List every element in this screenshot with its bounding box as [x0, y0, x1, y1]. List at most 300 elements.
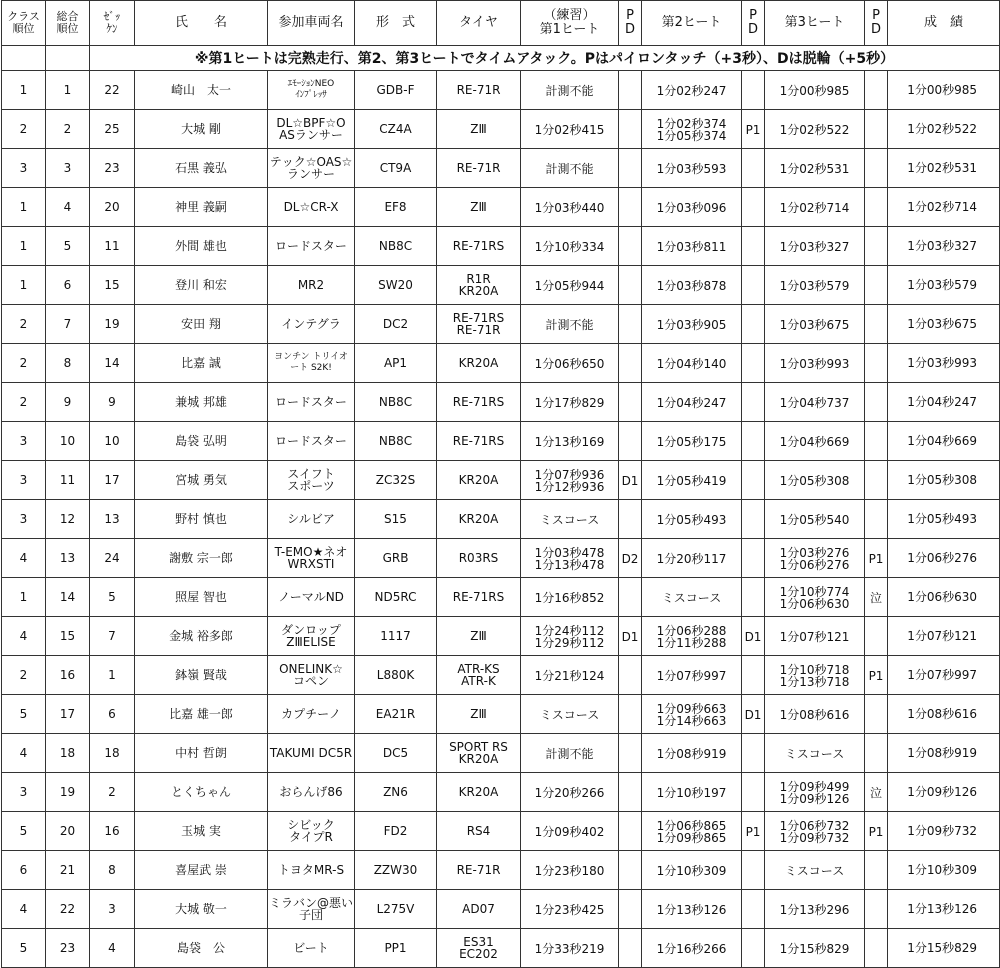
- model-cell: PP1: [355, 929, 437, 968]
- model-cell: GRB: [355, 539, 437, 578]
- car-cell-line: ヨンチン トリイオ: [274, 352, 348, 362]
- header-pd2: P D: [742, 1, 765, 46]
- pd3-cell: [865, 695, 888, 734]
- tire-cell-line: R03RS: [458, 551, 499, 565]
- class-rank-cell: 3: [2, 461, 46, 500]
- pd2-cell: [742, 500, 765, 539]
- heat3-cell-line: 1分08秒616: [779, 708, 850, 722]
- heat2-cell-line: 1分13秒126: [656, 903, 727, 917]
- heat1-cell: [521, 344, 619, 383]
- number-cell: 19: [90, 305, 135, 344]
- heat2-cell-line: 1分14秒663: [656, 714, 727, 728]
- name-cell: 中村 哲朗: [135, 734, 268, 773]
- heat3-cell: [765, 149, 865, 188]
- car-cell-line: トヨタMR-S: [277, 863, 345, 877]
- tire-cell: [437, 110, 521, 149]
- heat2-cell-line: 1分02秒374: [656, 117, 727, 131]
- table-row: [2, 461, 1000, 500]
- table-row: [2, 695, 1000, 734]
- heat1-cell-line: 1分20秒266: [534, 786, 605, 800]
- heat3-cell-line: 1分13秒718: [779, 675, 850, 689]
- pd3-cell: [865, 227, 888, 266]
- tire-cell-line: RE-71RS: [452, 395, 505, 409]
- pd2-cell: [742, 851, 765, 890]
- car-cell: [268, 890, 355, 929]
- car-cell: [268, 383, 355, 422]
- heat3-cell-line: 1分10秒718: [779, 663, 850, 677]
- class-rank-cell: 3: [2, 422, 46, 461]
- overall-rank-cell: 3: [46, 149, 90, 188]
- pd3-cell: [865, 890, 888, 929]
- table-row: [2, 383, 1000, 422]
- result-cell: 1分02秒531: [888, 149, 1000, 188]
- heat3-cell: [765, 110, 865, 149]
- tire-cell: [437, 890, 521, 929]
- heat1-cell-line: 1分29秒112: [534, 636, 605, 650]
- tire-cell-line: KR20A: [458, 785, 499, 799]
- result-cell: 1分13秒126: [888, 890, 1000, 929]
- table-row: [2, 851, 1000, 890]
- pd1-cell: [619, 734, 642, 773]
- table-row: [2, 812, 1000, 851]
- heat1-cell-line: 1分23秒180: [534, 864, 605, 878]
- header-heat1: （練習） 第1ヒート: [521, 1, 619, 46]
- tire-cell: [437, 695, 521, 734]
- heat2-cell-line: 1分16秒266: [656, 942, 727, 956]
- pd1-cell: [619, 695, 642, 734]
- result-cell: 1分07秒997: [888, 656, 1000, 695]
- pd1-cell: [619, 851, 642, 890]
- overall-rank-cell: 15: [46, 617, 90, 656]
- heat3-cell-line: ミスコース: [784, 864, 845, 878]
- heat2-cell: [642, 71, 742, 110]
- result-cell: 1分15秒829: [888, 929, 1000, 968]
- heat2-cell: [642, 734, 742, 773]
- heat1-cell: [521, 773, 619, 812]
- table-row: [2, 578, 1000, 617]
- number-cell: 10: [90, 422, 135, 461]
- name-cell: 外間 雄也: [135, 227, 268, 266]
- heat1-cell-line: ミスコース: [539, 513, 600, 527]
- overall-rank-cell: 13: [46, 539, 90, 578]
- heat3-cell: [765, 461, 865, 500]
- number-cell: 13: [90, 500, 135, 539]
- heat3-cell-line: 1分04秒669: [779, 435, 850, 449]
- heat3-cell-line: 1分13秒296: [779, 903, 850, 917]
- model-cell: CZ4A: [355, 110, 437, 149]
- pd2-cell: [742, 734, 765, 773]
- tire-cell: [437, 266, 521, 305]
- tire-cell-line: ES31: [463, 935, 494, 949]
- tire-cell-line: RE-71R: [456, 863, 501, 877]
- tire-cell-line: RE-71RS: [452, 311, 505, 325]
- class-rank-cell: 3: [2, 500, 46, 539]
- model-cell: NB8C: [355, 383, 437, 422]
- pd3-cell: [865, 734, 888, 773]
- model-cell: GDB-F: [355, 71, 437, 110]
- pd1-cell: [619, 773, 642, 812]
- model-cell: SW20: [355, 266, 437, 305]
- heat1-cell-line: 1分13秒169: [534, 435, 605, 449]
- table-row: [2, 305, 1000, 344]
- model-cell: ND5RC: [355, 578, 437, 617]
- number-cell: 9: [90, 383, 135, 422]
- pd3-cell: [865, 110, 888, 149]
- car-cell-line: テック☆OAS☆: [269, 155, 353, 169]
- number-cell: 23: [90, 149, 135, 188]
- heat2-cell-line: 1分10秒197: [656, 786, 727, 800]
- heat1-cell: [521, 305, 619, 344]
- pd2-cell: P1: [742, 812, 765, 851]
- heat1-cell-line: 1分12秒936: [534, 480, 605, 494]
- car-cell: [268, 71, 355, 110]
- heat1-cell-line: 計測不能: [545, 162, 594, 176]
- header-row: [2, 1, 1000, 46]
- table-row: [2, 617, 1000, 656]
- name-cell: 鉢嶺 賢哉: [135, 656, 268, 695]
- tire-cell-line: RE-71R: [456, 323, 501, 337]
- notice-text: ※第1ヒートは完熟走行、第2、第3ヒートでタイムアタック。Pはパイロンタッチ（+3秒）、Dは脱輪（+5秒）: [90, 46, 1000, 71]
- result-cell: 1分04秒669: [888, 422, 1000, 461]
- header-overall-rank: 総合 順位: [46, 1, 90, 46]
- tire-cell: [437, 227, 521, 266]
- heat3-cell: [765, 188, 865, 227]
- class-rank-cell: 3: [2, 773, 46, 812]
- car-cell-line: スイフト: [287, 467, 335, 481]
- heat2-cell-line: 1分03秒811: [656, 240, 727, 254]
- heat1-cell: [521, 734, 619, 773]
- class-rank-cell: 4: [2, 890, 46, 929]
- pd1-cell: [619, 929, 642, 968]
- heat1-cell: [521, 500, 619, 539]
- overall-rank-cell: 1: [46, 71, 90, 110]
- overall-rank-cell: 11: [46, 461, 90, 500]
- name-cell: 安田 翔: [135, 305, 268, 344]
- tire-cell: [437, 188, 521, 227]
- name-cell: 謝敷 宗一郎: [135, 539, 268, 578]
- heat1-cell-line: 1分10秒334: [534, 240, 605, 254]
- car-cell-line: ロードスター: [275, 395, 347, 409]
- car-cell: [268, 266, 355, 305]
- heat3-cell-line: 1分05秒540: [779, 513, 850, 527]
- heat2-cell-line: 1分02秒247: [656, 84, 727, 98]
- table-row: [2, 149, 1000, 188]
- heat2-cell: [642, 110, 742, 149]
- tire-cell-line: KR20A: [458, 512, 499, 526]
- name-cell: 比嘉 誠: [135, 344, 268, 383]
- tire-cell-line: RE-71RS: [452, 434, 505, 448]
- model-cell: EA21R: [355, 695, 437, 734]
- car-cell-line: ミラバン@悪い: [268, 896, 353, 910]
- heat3-cell-line: ミスコース: [784, 747, 845, 761]
- result-cell: 1分08秒919: [888, 734, 1000, 773]
- name-cell: 大城 剛: [135, 110, 268, 149]
- heat3-cell: [765, 500, 865, 539]
- heat2-cell-line: 1分11秒288: [656, 636, 727, 650]
- car-cell: [268, 227, 355, 266]
- car-cell-line: シビック: [287, 818, 335, 832]
- heat1-cell-line: 1分21秒124: [534, 669, 605, 683]
- car-cell: [268, 851, 355, 890]
- heat2-cell: [642, 305, 742, 344]
- heat2-cell-line: 1分06秒865: [656, 819, 727, 833]
- table-row: [2, 539, 1000, 578]
- number-cell: 8: [90, 851, 135, 890]
- overall-rank-cell: 22: [46, 890, 90, 929]
- pd3-cell: [865, 266, 888, 305]
- heat1-cell-line: 計測不能: [545, 747, 594, 761]
- table-row: [2, 266, 1000, 305]
- number-cell: 17: [90, 461, 135, 500]
- heat1-cell: [521, 812, 619, 851]
- heat3-cell: [765, 656, 865, 695]
- tire-cell-line: EC202: [459, 947, 498, 961]
- car-cell: [268, 656, 355, 695]
- heat1-cell-line: 1分33秒219: [534, 942, 605, 956]
- heat3-cell-line: 1分06秒732: [779, 819, 850, 833]
- heat2-cell: [642, 500, 742, 539]
- heat2-cell-line: 1分09秒663: [656, 702, 727, 716]
- result-cell: 1分02秒714: [888, 188, 1000, 227]
- header-heat3: 第3ヒート: [765, 1, 865, 46]
- heat3-cell: [765, 266, 865, 305]
- car-cell-line: ｲﾝﾌﾟﾚｯｻ: [295, 90, 327, 100]
- car-cell-line: ｴﾓｰｼｮﾝNEO: [287, 79, 335, 89]
- pd2-cell: [742, 539, 765, 578]
- table-row: [2, 188, 1000, 227]
- heat3-cell-line: 1分06秒630: [779, 597, 850, 611]
- class-rank-cell: 1: [2, 227, 46, 266]
- class-rank-cell: 6: [2, 851, 46, 890]
- class-rank-cell: 4: [2, 617, 46, 656]
- model-cell: FD2: [355, 812, 437, 851]
- pd3-cell: [865, 188, 888, 227]
- result-cell: 1分09秒732: [888, 812, 1000, 851]
- pd2-cell: [742, 344, 765, 383]
- pd3-cell: [865, 617, 888, 656]
- pd2-cell: [742, 578, 765, 617]
- tire-cell: [437, 617, 521, 656]
- overall-rank-cell: 19: [46, 773, 90, 812]
- overall-rank-cell: 9: [46, 383, 90, 422]
- car-cell: [268, 773, 355, 812]
- pd1-cell: [619, 227, 642, 266]
- pd2-cell: P1: [742, 110, 765, 149]
- heat1-cell: [521, 188, 619, 227]
- car-cell-line: 子団: [298, 908, 323, 922]
- model-cell: 1117: [355, 617, 437, 656]
- tire-cell-line: RE-71RS: [452, 590, 505, 604]
- tire-cell-line: KR20A: [458, 356, 499, 370]
- overall-rank-cell: 6: [46, 266, 90, 305]
- heat2-cell: [642, 929, 742, 968]
- heat3-cell: [765, 851, 865, 890]
- tire-cell-line: ZⅢ: [470, 629, 487, 643]
- heat2-cell-line: 1分05秒175: [656, 435, 727, 449]
- overall-rank-cell: 16: [46, 656, 90, 695]
- pd1-cell: D1: [619, 617, 642, 656]
- result-cell: 1分05秒493: [888, 500, 1000, 539]
- heat2-cell-line: 1分04秒140: [656, 357, 727, 371]
- heat2-cell: [642, 227, 742, 266]
- car-cell: [268, 500, 355, 539]
- model-cell: AP1: [355, 344, 437, 383]
- heat1-cell-line: 1分03秒478: [534, 546, 605, 560]
- pd2-cell: [742, 890, 765, 929]
- heat1-cell: [521, 851, 619, 890]
- heat3-cell: [765, 695, 865, 734]
- model-cell: L275V: [355, 890, 437, 929]
- pd2-cell: [742, 773, 765, 812]
- heat1-cell-line: 1分02秒415: [534, 123, 605, 137]
- heat1-cell: [521, 929, 619, 968]
- heat1-cell: [521, 422, 619, 461]
- tire-cell-line: KR20A: [458, 284, 499, 298]
- class-rank-cell: 5: [2, 812, 46, 851]
- name-cell: 玉城 実: [135, 812, 268, 851]
- heat3-cell: [765, 734, 865, 773]
- pd1-cell: [619, 188, 642, 227]
- table-row: [2, 773, 1000, 812]
- model-cell: S15: [355, 500, 437, 539]
- header-car: 参加車両名: [268, 1, 355, 46]
- tire-cell: [437, 539, 521, 578]
- pd1-cell: [619, 110, 642, 149]
- heat3-cell: [765, 71, 865, 110]
- notice-blank: [46, 46, 90, 71]
- heat2-cell-line: 1分09秒865: [656, 831, 727, 845]
- pd1-cell: [619, 890, 642, 929]
- pd1-cell: [619, 578, 642, 617]
- tire-cell: [437, 422, 521, 461]
- heat3-cell: [765, 578, 865, 617]
- car-cell: [268, 344, 355, 383]
- number-cell: 25: [90, 110, 135, 149]
- name-cell: 崎山 太一: [135, 71, 268, 110]
- number-cell: 7: [90, 617, 135, 656]
- heat3-cell-line: 1分09秒499: [779, 780, 850, 794]
- table-row: [2, 656, 1000, 695]
- name-cell: 兼城 邦雄: [135, 383, 268, 422]
- pd1-cell: [619, 266, 642, 305]
- car-cell-line: おらんげ86: [279, 785, 343, 799]
- pd1-cell: [619, 305, 642, 344]
- model-cell: ZZW30: [355, 851, 437, 890]
- heat1-cell-line: 1分03秒440: [534, 201, 605, 215]
- car-cell-line: ONELINK☆: [279, 662, 343, 676]
- heat2-cell: [642, 890, 742, 929]
- car-cell-line: ノーマルND: [278, 590, 344, 604]
- number-cell: 11: [90, 227, 135, 266]
- model-cell: NB8C: [355, 422, 437, 461]
- heat2-cell: [642, 812, 742, 851]
- car-cell-line: タイプR: [289, 830, 333, 844]
- pd1-cell: [619, 812, 642, 851]
- name-cell: 石黒 義弘: [135, 149, 268, 188]
- result-cell: 1分06秒276: [888, 539, 1000, 578]
- number-cell: 18: [90, 734, 135, 773]
- result-cell: 1分00秒985: [888, 71, 1000, 110]
- heat1-cell: [521, 227, 619, 266]
- car-cell-line: ート S2K!: [290, 363, 332, 373]
- heat3-cell: [765, 617, 865, 656]
- car-cell: [268, 617, 355, 656]
- overall-rank-cell: 17: [46, 695, 90, 734]
- pd2-cell: [742, 305, 765, 344]
- name-cell: 比嘉 雄一郎: [135, 695, 268, 734]
- heat3-cell-line: 1分02秒531: [779, 162, 850, 176]
- tire-cell: [437, 851, 521, 890]
- pd2-cell: D1: [742, 617, 765, 656]
- heat1-cell-line: 計測不能: [545, 84, 594, 98]
- pd1-cell: D1: [619, 461, 642, 500]
- car-cell: [268, 695, 355, 734]
- class-rank-cell: 5: [2, 929, 46, 968]
- heat2-cell-line: 1分04秒247: [656, 396, 727, 410]
- table-row: [2, 110, 1000, 149]
- heat3-cell-line: 1分15秒829: [779, 942, 850, 956]
- result-cell: 1分03秒579: [888, 266, 1000, 305]
- heat3-cell: [765, 383, 865, 422]
- car-cell-line: カプチーノ: [281, 707, 341, 721]
- heat3-cell-line: 1分03秒675: [779, 318, 850, 332]
- table-row: [2, 929, 1000, 968]
- heat1-cell-line: 1分05秒944: [534, 279, 605, 293]
- car-cell-line: DL☆BPF☆O: [276, 116, 346, 130]
- header-class-rank: クラス 順位: [2, 1, 46, 46]
- pd2-cell: [742, 383, 765, 422]
- car-cell: [268, 539, 355, 578]
- heat2-cell: [642, 461, 742, 500]
- pd3-cell: [865, 71, 888, 110]
- name-cell: 金城 裕多郎: [135, 617, 268, 656]
- tire-cell: [437, 773, 521, 812]
- pd2-cell: D1: [742, 695, 765, 734]
- pd3-cell: [865, 149, 888, 188]
- car-cell-line: TAKUMI DC5R: [269, 746, 353, 760]
- tire-cell-line: RS4: [466, 824, 491, 838]
- car-cell-line: ロードスター: [275, 434, 347, 448]
- heat1-cell-line: ミスコース: [539, 708, 600, 722]
- name-cell: 登川 和宏: [135, 266, 268, 305]
- class-rank-cell: 3: [2, 149, 46, 188]
- tire-cell-line: RE-71R: [456, 161, 501, 175]
- heat2-cell: [642, 149, 742, 188]
- heat1-cell: [521, 266, 619, 305]
- heat1-cell-line: 1分23秒425: [534, 903, 605, 917]
- result-cell: 1分02秒522: [888, 110, 1000, 149]
- tire-cell: [437, 929, 521, 968]
- overall-rank-cell: 14: [46, 578, 90, 617]
- car-cell-line: T-EMO★ネオ: [274, 545, 348, 559]
- pd1-cell: D2: [619, 539, 642, 578]
- heat3-cell-line: 1分09秒732: [779, 831, 850, 845]
- class-rank-cell: 4: [2, 734, 46, 773]
- pd1-cell: [619, 422, 642, 461]
- car-cell-line: インテグラ: [281, 317, 341, 331]
- car-cell-line: シルビア: [287, 512, 335, 526]
- pd2-cell: [742, 188, 765, 227]
- heat2-cell: [642, 188, 742, 227]
- car-cell: [268, 305, 355, 344]
- result-cell: 1分03秒327: [888, 227, 1000, 266]
- table-row: [2, 344, 1000, 383]
- heat3-cell-line: 1分10秒774: [779, 585, 850, 599]
- result-cell: 1分03秒993: [888, 344, 1000, 383]
- heat2-cell: [642, 695, 742, 734]
- result-cell: 1分05秒308: [888, 461, 1000, 500]
- overall-rank-cell: 2: [46, 110, 90, 149]
